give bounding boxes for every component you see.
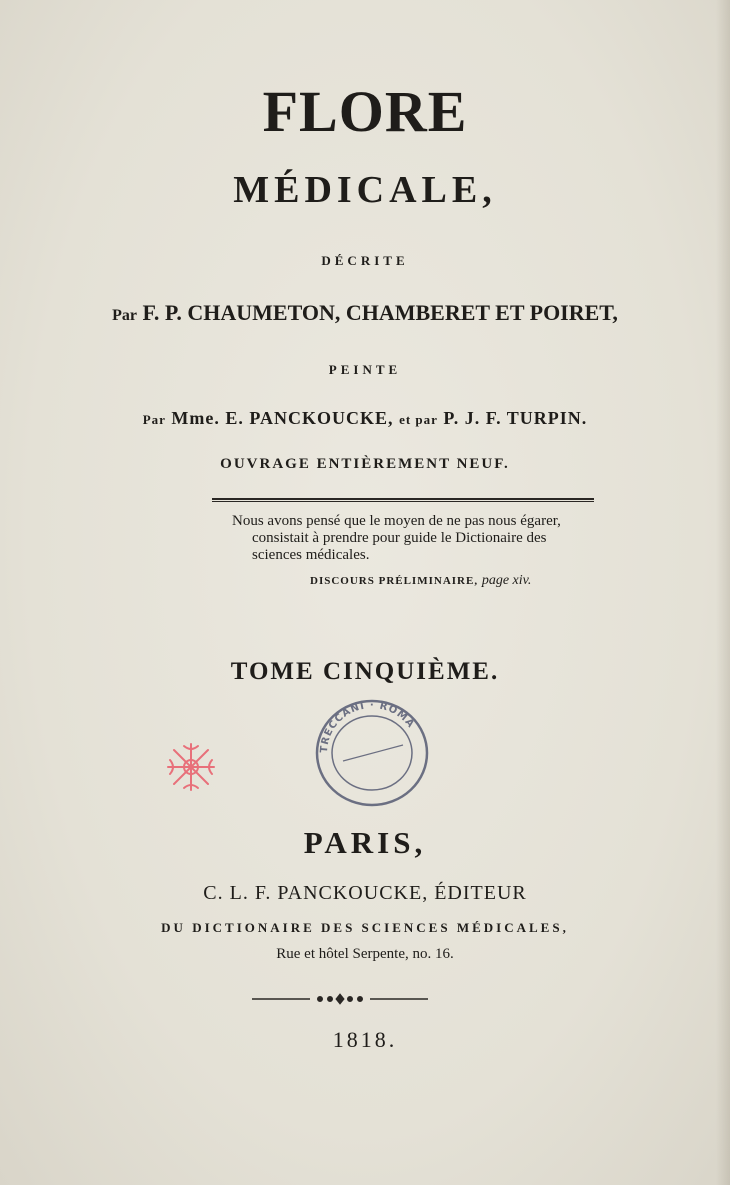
epigraph [232, 513, 612, 564]
flower-stamp-icon [162, 738, 220, 796]
volume-number: TOME CINQUIÈME. [230, 658, 500, 685]
painters-madame: Mme. [171, 408, 220, 428]
imprint-address: Rue et hôtel Serpente, no. 16. [276, 946, 454, 962]
epigraph-source-title: DISCOURS PRÉLIMINAIRE, [310, 575, 479, 587]
epigraph-line-3: sciences médicales. [252, 547, 370, 563]
imprint-city: PARIS, [303, 825, 427, 860]
authors-line [0, 300, 730, 326]
painters-et-par: et par [399, 412, 438, 427]
painter-one: E. PANCKOUCKE, [225, 408, 394, 428]
ornament-divider [250, 992, 430, 1006]
double-rule-divider [212, 498, 594, 502]
epigraph-source-page: page xiv. [481, 573, 532, 588]
epigraph-source [310, 573, 531, 589]
imprint-dictionary: DU DICTIONAIRE DES SCIENCES MÉDICALES, [161, 920, 569, 935]
painter-two: P. J. F. TURPIN. [443, 408, 588, 428]
edition-note: OUVRAGE ENTIÈREMENT NEUF. [220, 456, 510, 472]
book-title: FLORE [262, 79, 468, 144]
book-subtitle: MÉDICALE, [233, 169, 497, 211]
epigraph-line-1: Nous avons pensé que le moyen de ne pas nous égarer, [232, 513, 561, 529]
stamp-text: TRECCANI · ROMA [318, 699, 417, 754]
painters-line [0, 408, 730, 429]
imprint-publisher: C. L. F. PANCKOUCKE, ÉDITEUR [203, 882, 527, 904]
publication-year: 1818. [332, 1027, 398, 1052]
painters-prefix: Par [142, 412, 166, 427]
authors-names: F. P. CHAUMETON, CHAMBERET ET POIRET, [142, 300, 618, 325]
authors-prefix: Par [112, 307, 138, 324]
described-label: DÉCRITE [321, 253, 409, 268]
epigraph-line-2: consistait à prendre pour guide le Dictionaire des [252, 530, 547, 546]
library-stamp [313, 697, 431, 809]
painted-label: PEINTE [328, 362, 402, 377]
